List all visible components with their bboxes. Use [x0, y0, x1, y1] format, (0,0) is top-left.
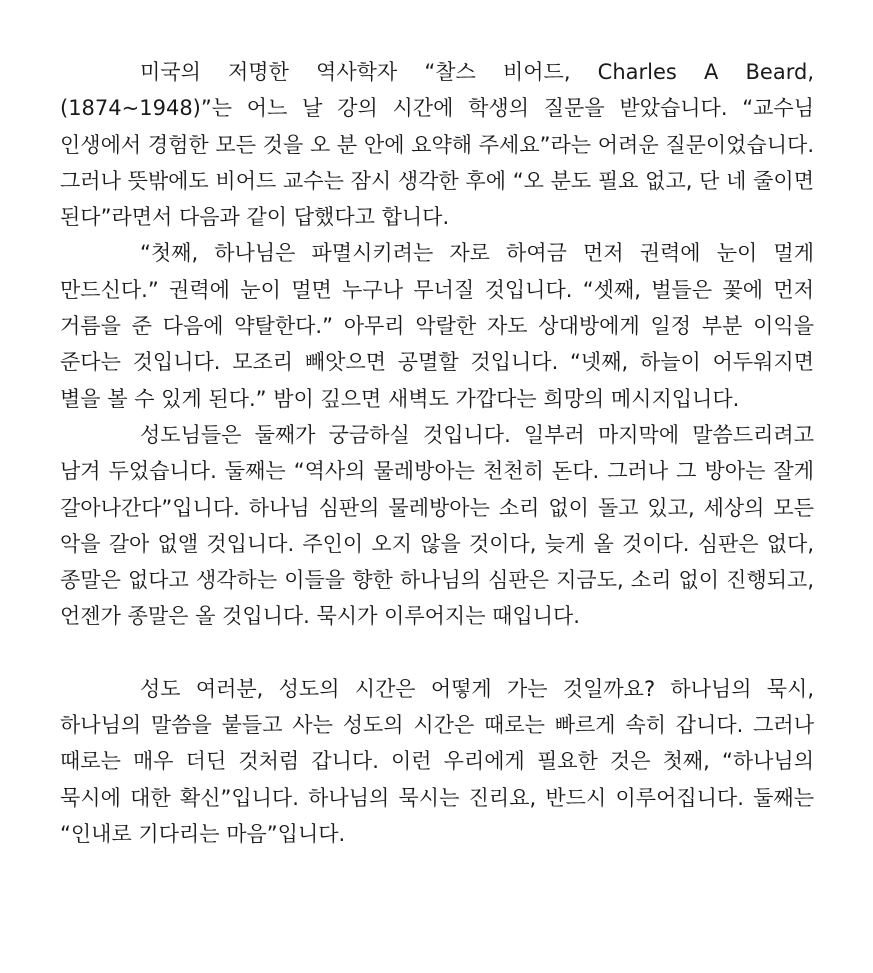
document-body — [60, 54, 814, 852]
paragraph-second-millstone: 성도님들은 둘째가 궁금하실 것입니다. 일부러 마지막에 말씀드리려고 남겨 두었습니다. 둘째는 “역사의 물레방아는 천천히 돈다. 그러나 그 방아는 잘게 갈아나간다”입니다. 하나님 심판의 물레방아는 소리 없이 돌고 있고, 세상의 모든 악을 갈아 없앨 것입니다. 주인이 오지 않을 것이다, 늦게 올 것이다. 심판은 없다, 종말은 없다고 생각하는 이들을 향한 하나님의 심판은 지금도, 소리 없이 진행되고, 언젠가 종말은 올 것입니다. 묵시가 이루어지는 때입니다. — [60, 422, 814, 629]
paragraph-saints-time: 성도 여러분, 성도의 시간은 어떻게 가는 것일까요? 하나님의 묵시, 하나님의 말씀을 붙들고 사는 성도의 시간은 때로는 빠르게 속히 갑니다. 그러나 때로는 매우 더딘 것처럼 갑니다. 이런 우리에게 필요한 것은 첫째, “하나님의 묵시에 대한 확신”입니다. 하나님의 묵시는 진리요, 반드시 이루어집니다. 둘째는 “인내로 기다리는 마음”입니다. — [60, 676, 814, 846]
paragraph-first-third-fourth: “첫째, 하나님은 파멸시키려는 자로 하여금 먼저 권력에 눈이 멀게 만드신다.” 권력에 눈이 멀면 누구나 무너질 것입니다. “셋째, 벌들은 꽃에 먼저 거름을 준 다음에 약탈한다.” 아무리 악랄한 자도 상대방에게 일정 부분 이익을 준다는 것입니다. 모조리 빼앗으면 공멸할 것입니다. “넷째, 하늘이 어두워지면 별을 볼 수 있게 된다.” 밤이 깊으면 새벽도 가깝다는 희망의 메시지입니다. — [60, 241, 814, 411]
paragraph-spacer — [60, 635, 814, 671]
paragraph-beard-question: 미국의 저명한 역사학자 “찰스 비어드, Charles A Beard, (1874~1948)”는 어느 날 강의 시간에 학생의 질문을 받았습니다. “교수님 인생에서 경험한 모든 것을 오 분 안에 요약해 주세요”라는 어려운 질문이었습니다. 그러나 뜻밖에도 비어드 교수는 잠시 생각한 후에 “오 분도 필요 없고, 단 네 줄이면 된다”라면서 다음과 같이 답했다고 합니다. — [60, 60, 814, 230]
